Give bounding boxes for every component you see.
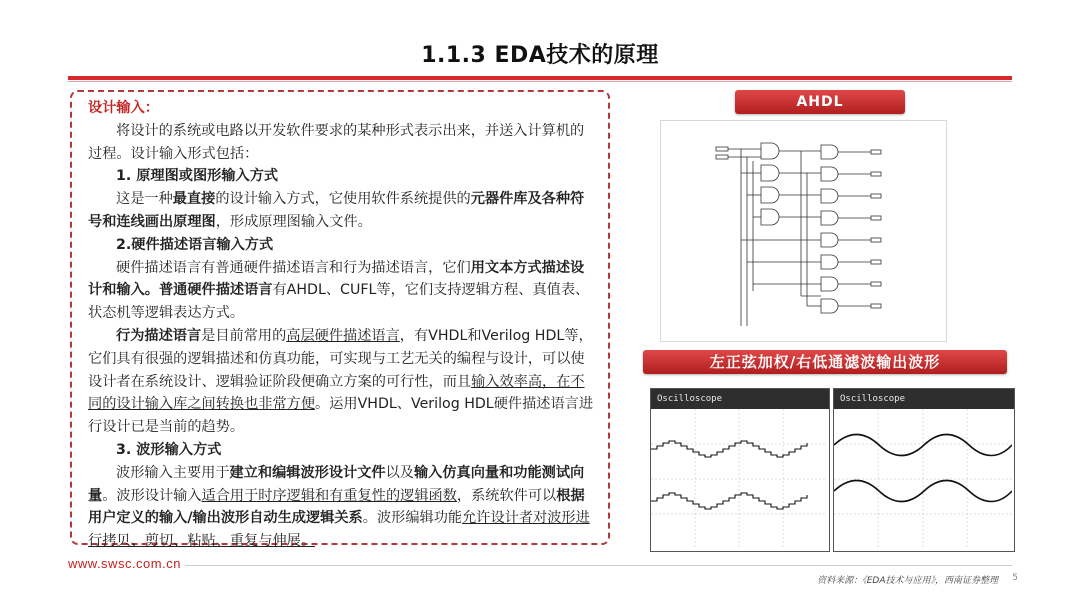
underlined: 输入效率高，在不同的设计输入库之间转换也非常方便 [88,373,585,413]
emphasis: 普通硬件描述语言 [158,282,273,299]
subsection-title-1: 1. 原理图或图形输入方式 [116,168,279,185]
paragraph-waveform [88,462,596,553]
text: 硬件描述语言有普通硬件描述语言和行为描述语言，它们 [116,259,471,276]
text: 的设计输入方式，它使用软件系统提供的 [215,191,471,208]
waveform-label-badge: 左正弦加权/右低通滤波输出波形 [643,350,1007,374]
stepped-sine-plot [651,409,827,549]
schematic-drawing [661,121,946,341]
text: 。波形设计输入 [102,487,202,504]
paragraph-schematic [88,188,596,234]
text: ，形成原理图输入文件。 [215,213,372,230]
title-rule-thin [68,81,1012,82]
paragraph-behavioral [88,325,596,439]
underlined: 允许设计者对波形进行拷贝、剪切、粘贴、重复与伸展。 [88,510,590,550]
ahdl-schematic-image [660,120,947,342]
underlined: 适合用于时序逻辑和有重复性的逻辑函数 [201,487,457,504]
footer-url: www.swsc.com.cn [68,556,185,571]
oscilloscope-title: Oscilloscope [651,389,829,409]
text: 是目前常用的 [201,327,287,344]
source-note: 资料来源：《EDA技术与应用》，西南证券整理 [817,576,998,586]
footer-rule [68,565,1012,566]
subsection-title-2: 2.硬件描述语言输入方式 [116,236,274,253]
stepped-wave-1 [651,441,807,457]
emphasis: 建立和编辑波形设计文件 [229,464,386,481]
text: 。波形编辑功能 [362,510,463,527]
ahdl-label-badge: AHDL [735,90,905,114]
emphasis: 输入仿真向量和功能测试向量 [88,464,585,504]
emphasis: 根据用户定义的输入/输出波形自动生成逻辑关系 [88,487,585,527]
text: ，有VHDL和Verilog HDL等，它们具有很强的逻辑描述和仿真功能，可实现与工艺无关的编程与设计，可以使设计者在系统设计、逻辑验证阶段便确立方案的可行性，而且 [88,327,593,390]
filtered-sine-plot [834,409,1012,549]
stepped-wave-2 [651,493,807,509]
text: 波形输入主要用于 [116,464,230,481]
underlined: 高层硬件描述语言 [286,327,400,344]
emphasis: 最直接 [172,191,216,208]
text: 这是一种 [116,191,173,208]
text: 以及 [385,464,414,481]
intro-paragraph: 将设计的系统或电路以开发软件要求的某种形式表示出来，并送入计算机的过程。设计输入形式包括： [88,122,585,162]
oscilloscope-title: Oscilloscope [834,389,1014,409]
title-rule [68,76,1012,80]
text: 。运用VHDL、Verilog HDL硬件描述语言进行设计已是当前的趋势。 [88,396,594,436]
emphasis: 元器件库及各种符号和连线画出原理图 [88,191,585,230]
oscilloscope-left [650,388,830,552]
emphasis: 用文本方式描述设计和输入。 [88,259,585,299]
oscilloscope-right [833,388,1015,552]
subsection-title-3: 3. 波形输入方式 [116,441,222,458]
text: ，系统软件可以 [456,487,557,504]
page-number: 5 [1012,573,1018,583]
page-title: 1.1.3 EDA技术的原理 [421,43,659,68]
paragraph-hdl [88,257,596,325]
section-heading: 设计输入： [88,100,159,116]
text: 有AHDL、CUFL等，它们支持逻辑方程、真值表、状态机等逻辑表达方式。 [88,282,590,322]
emphasis: 行为描述语言 [116,327,202,344]
design-input-textbox [70,90,610,550]
